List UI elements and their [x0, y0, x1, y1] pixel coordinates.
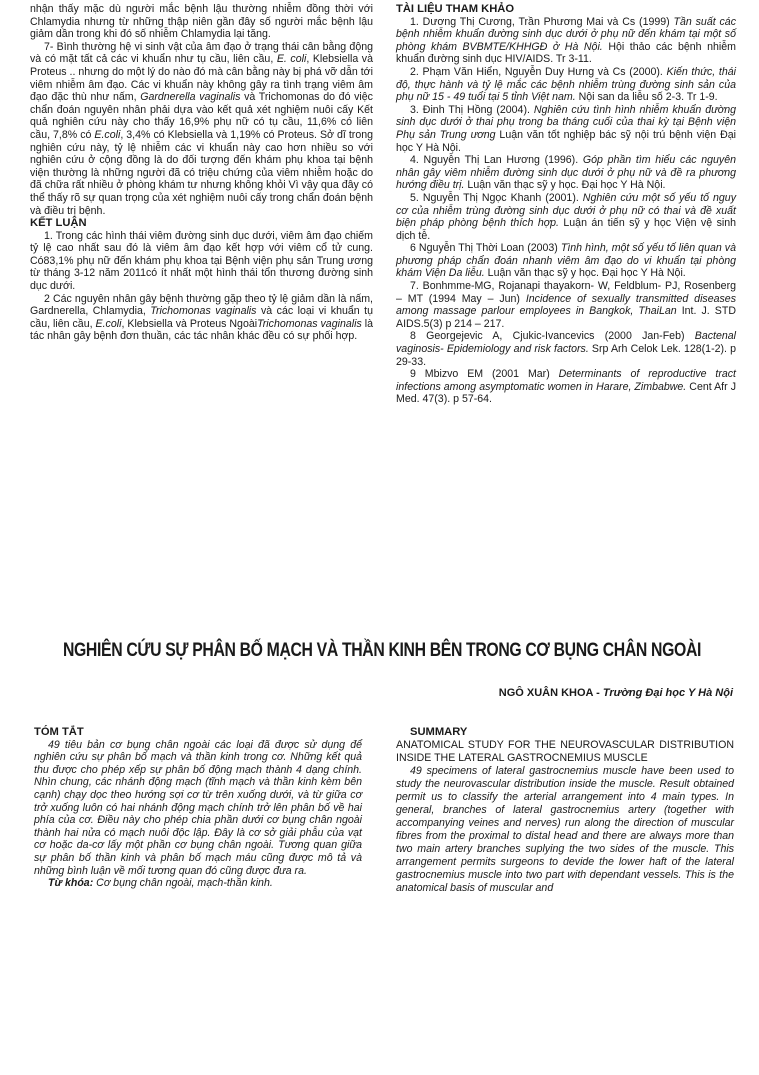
text-run: Srp Arh Celok Lek. 128(1-2). p 29-33. — [396, 343, 737, 368]
references-heading: TÀI LIỆU THAM KHẢO — [396, 3, 515, 15]
text-run: 49 tiêu bản cơ bụng chân ngoài các loại đã được sử dụng để nghiên cứu sự phân bố mạch và thần kinh trong cơ. Những kết quả thu được cho phép xếp sự phân bố động mạch thành 4 dạng chính. Nhìn chung, các nhánh động mạch (tĩnh mạch và thần kinh kèm bên cạnh) chạy dọc theo hướng sợi cơ từ trên xuống dưới, và từ giữa cơ trở xuống luôn có hai nhánh động mạch chính trở lên phân bố về hai phía của cơ. Điều này cho phép chia phần dưới cơ bụng chân ngoài thành hai nửa có mạch nuôi độc lập. Đây là cơ sở giải phẫu của vạt cơ hoặc da-cơ lấy một phần cơ bụng chân ngoài. Tương quan giữa sự phân bố thần kinh và phân bố mạch máu cũng được mô tả và những bình luận về mối tương quan đó cũng được đưa ra. — [34, 738, 362, 877]
text-run: là tác nhân gây bệnh đơn thuần, các tác nhân khác đều có sự phối hợp. — [30, 317, 373, 343]
text-run: 2. Phạm Văn Hiển, Nguyễn Duy Hưng và Cs (2000). — [410, 65, 667, 78]
text-run: và các loại vi khuẩn tụ cầu, liên cầu, — [30, 305, 373, 330]
species-name: E. coli — [276, 53, 307, 66]
text-run: 3. Đinh Thị Hồng (2004). — [410, 103, 534, 116]
author-line — [499, 687, 733, 699]
text-run: , 3,4% có Klebsiella và 1,19% có Proteus. Sở dĩ trong nghiên cứu này, tỷ lệ nhiễm các vi khuẩn này cao hơn nhiều so với nghiên cứu ở cộng đồng là do đối tượng đến khám phụ khoa tại bệnh viện thường là những người đã có triệu chứng của viêm nhiễm hoặc do đã chữa rất nhiều ở phòng khám tư nhưng không khỏi Vì vậy qua đây có thể thấy rõ sự quan trọng của xét nghiệm nuôi cấy trong chẩn đoán bệnh và điều trị bệnh. — [30, 128, 373, 217]
text-run: Hội thảo các bệnh nhiễm khuẩn đường sinh dục HIV/AIDS. Tr 3-11. — [396, 40, 736, 66]
reference-item — [396, 154, 736, 192]
species-name: Trichomonas vaginalis — [150, 305, 257, 318]
references-column — [396, 3, 736, 406]
text-run: Cent Afr J Med. 47(3). p 57-64. — [396, 380, 736, 406]
species-name: E.coli — [95, 317, 122, 330]
text-run: 2 Các nguyên nhân gây bệnh thường gặp theo tỷ lệ giảm dần là nấm, Gardnerella, Chlamydia, — [30, 292, 373, 318]
species-name: Trichomonas vaginalis — [257, 317, 362, 330]
reference-item — [396, 368, 736, 406]
text-run: 4. Nguyễn Thị Lan Hương (1996). — [410, 154, 583, 167]
text-run: , Klebsiella và Proteus .. nhưng do một lý do nào đó mà cân bằng này bị phá vỡ dẫn tới viêm nhiễm âm đạo. Các vi khuẩn này không gây ra tình trạng viêm âm đạo đặc thù như nấm, — [30, 53, 373, 104]
reference-item — [396, 66, 736, 104]
abstract-en-title: ANATOMICAL STUDY FOR THE NEUROVASCULAR DISTRIBUTION INSIDE THE LATERAL GASTROCNEMIUS MUSCLE — [396, 739, 734, 764]
reference-item — [396, 104, 736, 154]
text-run: 7. Bonhmme-MG, Rojanapi thayakorn- W, Feldblum- PJ, Rosenberg – MT (1994 May – Jun) — [396, 280, 736, 305]
species-name: E.coli — [94, 128, 121, 141]
reference-title: Nghiên cứu một số yếu tố nguy cơ của nhiễm trùng đường sinh dục dưới ở phụ nữ có thai và đề xuất biện pháp phòng bệnh thích hợp. — [396, 191, 736, 230]
reference-item — [396, 280, 736, 330]
reference-title: Góp phần tìm hiểu các nguyên nhân gây viêm nhiễm đường sinh dục dưới ở phụ nữ và đề ra phương hướng điều trị. — [396, 154, 736, 192]
reference-item — [396, 242, 736, 280]
reference-title: Incidence of sexually transmitted diseases among massage parlour employees in Bangkok, ThaiLan — [396, 292, 736, 318]
keywords-label: Từ khóa: — [48, 877, 94, 890]
reference-title: Nghiên cứu tình hình nhiễm khuẩn đường sinh dục dưới ở thai phụ trong ba tháng cuối của thai kỳ tại Bệnh viện Phụ sản Trung ương — [396, 103, 736, 141]
text-run: Luận án tiến sỹ y học Viện vệ sinh dịch tễ. — [396, 217, 736, 242]
text-run: 6 Nguyễn Thị Thời Loan (2003) — [410, 242, 561, 255]
text-run: 49 specimens of lateral gastrocnemius muscle have been used to study the neurovascular distribution inside the muscle. Result obtained permit us to classify the arterial arrangement into 4 main types. In general, branches of lateral gastrocnemius artery (together with accompanying veines and nerves) run along the direction of muscular fibres from the proximal to distal head and there are always more than two main artery branches suplying the two sides of the muscle. This arrangement permits surgeons to devide the lower haft of the lateral gastrocnemius muscle into two part with dependant vessels. This is the anatomical basis of muscular and — [396, 765, 734, 894]
reference-title: Tình hình, một số yếu tố liên quan và phương pháp chẩn đoán nhanh viêm âm đạo do vi khuẩn tại phòng khám Viện Da liễu. — [396, 242, 736, 280]
text-run: Int. J. STD AIDS.5(3) p 214 – 217. — [396, 305, 736, 330]
discussion-paragraph — [30, 41, 373, 217]
discussion-column — [30, 3, 373, 343]
text-run: và Trichomonas do đó việc chẩn đoán nguyên nhân phải dựa vào kết quả xét nghiệm nuôi cấy Kết quả nghiên cứu này cho thấy 16,9% phụ nữ có tụ cầu, 11,6% có liên cầu, 7,8% có — [30, 91, 373, 141]
text-run: Luận văn thạc sỹ y học. Đại học Y Hà Nội. — [464, 179, 666, 192]
discussion-paragraph: nhận thấy mặc dù người mắc bệnh lậu thường nhiễm đồng thời với Chlamydia nhưng từ những thập niên gần đây số người mắc bệnh lậu giảm dần trong khi đó số nhiễm Chlamydia lại tăng. — [30, 3, 373, 41]
abstract-vi-text — [34, 739, 362, 878]
species-name: Gardnerella vaginalis — [140, 91, 241, 104]
abstract-en-text — [396, 765, 734, 895]
text-run: 1. Dương Thị Cương, Trần Phương Mai và Cs (1999) — [410, 15, 674, 28]
reference-title: Kiến thức, thái độ, thực hành và tỷ lệ mắc các bệnh nhiễm trùng đường sinh sản của phụ nữ 15 - 49 tuổi tại 5 tỉnh Việt nam. — [396, 65, 736, 104]
abstract-en-column — [396, 726, 734, 895]
conclusion-heading: KẾT LUẬN — [30, 217, 87, 230]
text-run: , Klebsiella và Proteus Ngoài — [121, 317, 258, 330]
reference-item — [396, 330, 736, 368]
author-affiliation: Trường Đại học Y Hà Nội — [602, 687, 733, 699]
reference-title: Tần suất các bệnh nhiễm khuẩn đường sinh dục dưới ở phụ nữ đến khám tại một số phòng khám BVBMTE/KHHGĐ ở Hà Nội. — [396, 15, 736, 53]
abstract-vi-heading: TÓM TẮT — [34, 726, 84, 738]
text-run: 7- Bình thường hệ vi sinh vật của âm đạo ở trạng thái cân bằng động và có mặt tất cả các vi khuẩn như tụ cầu, liên cầu, — [30, 40, 373, 66]
author-name: NGÔ XUÂN KHOA - — [498, 687, 603, 699]
abstract-en-heading: SUMMARY — [410, 726, 468, 738]
reference-title: Bactenal vaginosis- Epidemiology and risk factors. — [396, 330, 736, 356]
keywords — [34, 877, 362, 890]
text-run: Nội san da liễu số 2-3. Tr 1-9. — [575, 91, 718, 104]
text-run: 8 Georgejevic A, Cjukic-Ivancevics (2000 Jan-Feb) — [410, 330, 695, 343]
conclusion-paragraph — [30, 293, 373, 343]
conclusion-paragraph: 1. Trong các hình thái viêm đường sinh dục dưới, viêm âm đạo chiếm tỷ lệ cao nhất sau đó là viêm âm đạo kết hợp với viêm cổ tử cung. Có83,1% phụ nữ đến khám phụ khoa tại Bệnh viện phụ sản Trung ương từ tháng 3-12 năm 2011có ít nhất một hình thái tổn thương đường sinh dục dưới. — [30, 229, 373, 293]
article-title: NGHIÊN CỨU SỰ PHÂN BỐ MẠCH VÀ THẦN KINH BÊN TRONG CƠ BỤNG CHÂN NGOÀI — [62, 639, 702, 661]
reference-item — [396, 192, 736, 242]
keywords-text: Cơ bụng chân ngoài, mạch-thần kinh. — [93, 877, 273, 890]
reference-title: Determinants of reproductive tract infections among asymptomatic women in Harare, Zimbabwe. — [396, 368, 736, 393]
text-run: 5. Nguyễn Thị Ngọc Khanh (2001). — [410, 191, 583, 204]
text-run: Luận văn tốt nghiệp bác sỹ nội trú bệnh viện Đại học Y Hà Nội. — [396, 128, 736, 154]
reference-item — [396, 16, 736, 66]
text-run: Luận văn thạc sỹ y học. Đại học Y Hà Nội. — [484, 267, 686, 280]
abstract-vi-column — [34, 726, 362, 890]
text-run: 9 Mbizvo EM (2001 Mar) — [410, 368, 559, 381]
